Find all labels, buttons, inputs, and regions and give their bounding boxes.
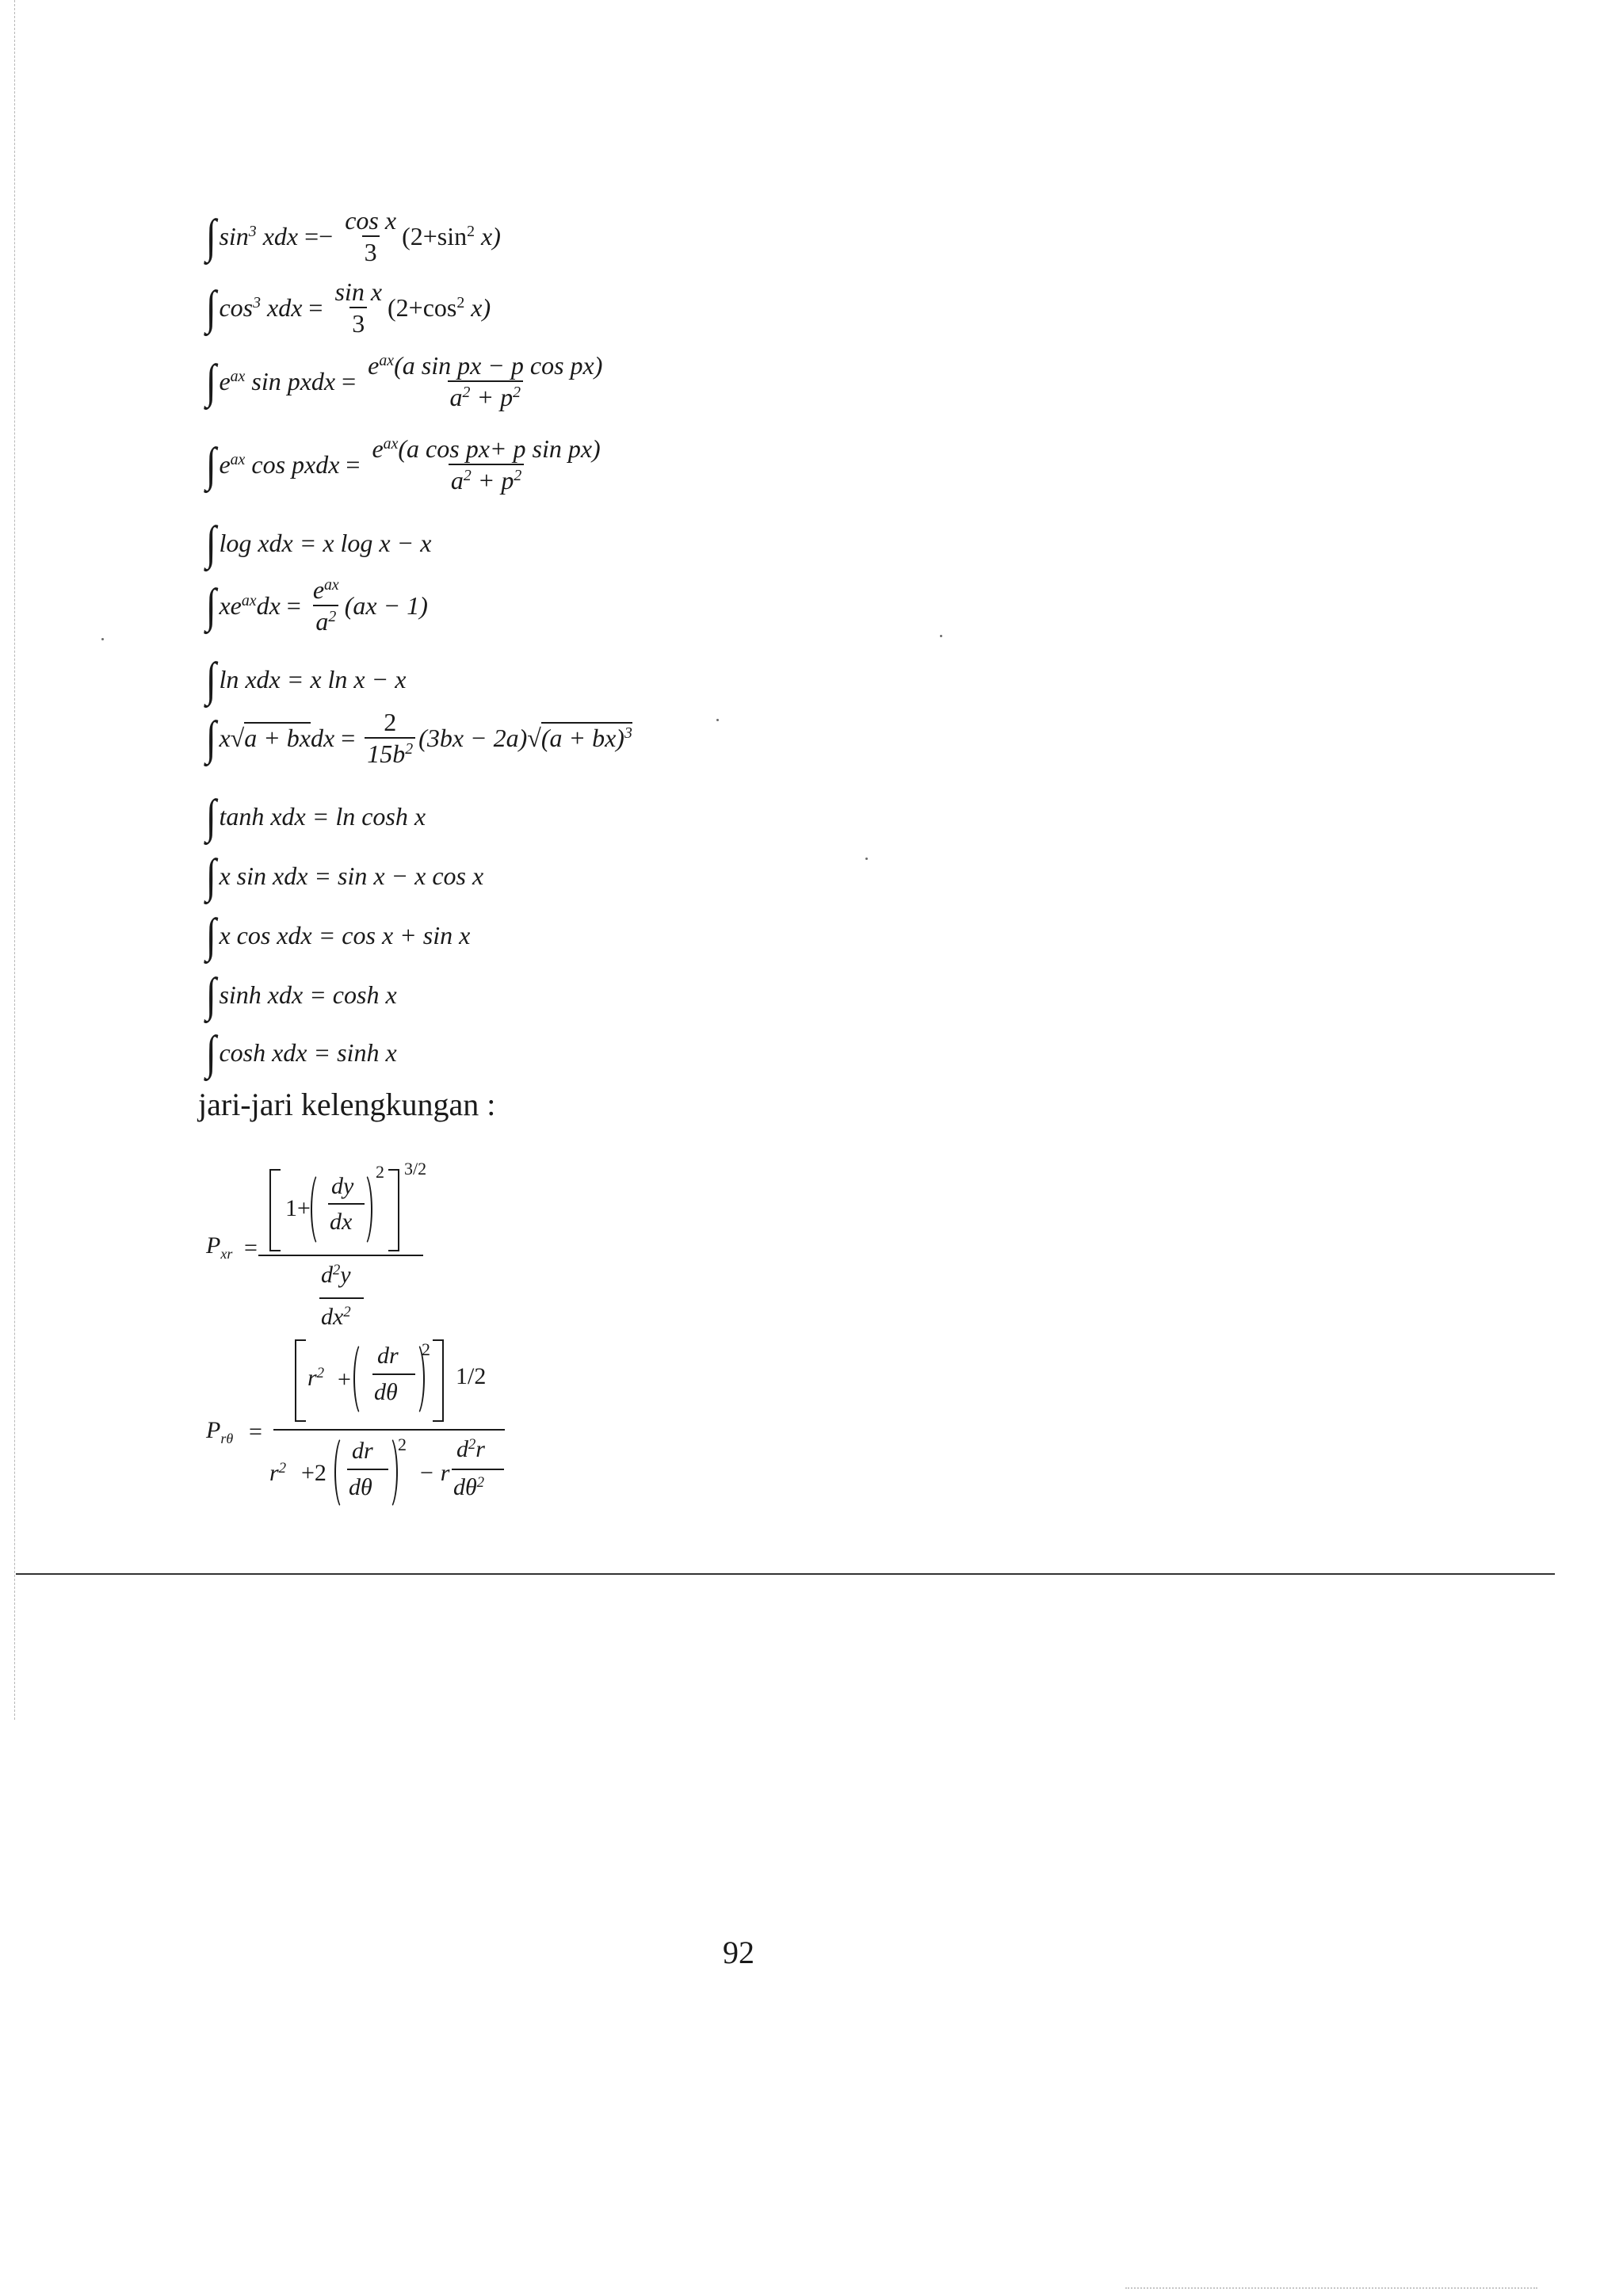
formula-exponent: ax bbox=[383, 435, 399, 453]
integral-formula bbox=[204, 353, 608, 410]
numerator bbox=[369, 436, 602, 464]
formula-text: (3bx − 2a)√ bbox=[418, 724, 541, 752]
formula-subscript: rθ bbox=[220, 1431, 234, 1446]
numerator: dr bbox=[377, 1343, 399, 1369]
left-bracket bbox=[295, 1339, 306, 1422]
formula-text: (a + bx) bbox=[540, 724, 624, 752]
fraction bbox=[332, 279, 384, 336]
integral-sign: ∫ bbox=[205, 517, 216, 569]
formula-text: d bbox=[456, 1436, 468, 1462]
formula-text: (ax − 1) bbox=[344, 591, 428, 620]
formula-exponent: 2 bbox=[467, 223, 475, 241]
numerator bbox=[311, 577, 342, 605]
numerator: dr bbox=[352, 1438, 373, 1464]
equals-sign: = bbox=[346, 450, 361, 479]
formula-text: a bbox=[450, 466, 464, 495]
formula-exponent: 2 bbox=[328, 608, 337, 626]
formula-text: ln xdx bbox=[219, 665, 281, 693]
formula-text: a bbox=[315, 607, 329, 636]
formula-text: 15b bbox=[367, 739, 406, 768]
denominator bbox=[365, 737, 415, 766]
formula-exponent: 2 bbox=[422, 1339, 430, 1359]
equals-sign: = bbox=[244, 1235, 258, 1261]
formula-text: e bbox=[368, 351, 380, 380]
fraction-bar bbox=[319, 1297, 364, 1299]
integral-sign: ∫ bbox=[205, 968, 216, 1021]
integral-formula bbox=[204, 655, 406, 703]
formula-text: + p bbox=[471, 466, 514, 495]
integral-formula bbox=[204, 911, 470, 959]
formula-text: dθ bbox=[453, 1474, 477, 1500]
formula-text: +2 bbox=[301, 1460, 327, 1486]
formula-exponent: 2 bbox=[405, 740, 414, 758]
equals-sign: = bbox=[342, 367, 357, 395]
section-title: jari-jari kelengkungan : bbox=[198, 1087, 496, 1122]
scan-speck bbox=[865, 858, 868, 860]
formula-text: sin pxdx bbox=[245, 367, 336, 395]
numerator: cos x bbox=[345, 206, 397, 235]
formula-exponent: 2 bbox=[316, 1364, 324, 1381]
formula-text: cos bbox=[219, 293, 254, 322]
formula-exponent: 2 bbox=[278, 1459, 286, 1477]
integral-formula bbox=[204, 436, 606, 493]
page-number: 92 bbox=[723, 1935, 754, 1970]
denominator: 3 bbox=[362, 235, 380, 265]
integral-sign: ∫ bbox=[205, 909, 216, 961]
denominator bbox=[313, 605, 338, 634]
denominator: dθ bbox=[349, 1474, 372, 1500]
plus-sign: + bbox=[338, 1366, 351, 1392]
scan-noise bbox=[1125, 2287, 1537, 2289]
formula-subscript: xr bbox=[220, 1246, 233, 1262]
integral-formula bbox=[204, 519, 431, 567]
formula-text: P bbox=[206, 1232, 221, 1259]
formula-text: xdx bbox=[256, 222, 299, 250]
formula-text: = sinh x bbox=[313, 1038, 397, 1067]
right-bracket bbox=[433, 1339, 444, 1422]
denominator: dθ bbox=[374, 1379, 398, 1405]
formula-text: d bbox=[321, 1262, 333, 1288]
formula-label bbox=[206, 1417, 233, 1447]
formula-text: dx bbox=[321, 1304, 344, 1330]
formula-exponent: 3 bbox=[624, 724, 632, 743]
formula-exponent: 2 bbox=[376, 1162, 384, 1182]
formula-exponent: ax bbox=[241, 592, 257, 610]
formula-text: (2+sin bbox=[402, 222, 468, 250]
radicand: a + bx bbox=[244, 724, 311, 752]
integral-formula bbox=[204, 790, 426, 842]
fraction-bar bbox=[452, 1469, 504, 1470]
fraction-bar bbox=[258, 1255, 423, 1256]
integral-formula bbox=[204, 279, 491, 336]
right-bracket bbox=[388, 1169, 399, 1251]
integral-formula bbox=[204, 852, 483, 900]
formula-text: = x log x − x bbox=[299, 529, 432, 557]
numerator: sin x bbox=[334, 277, 383, 306]
integral-formula bbox=[204, 1026, 397, 1079]
fraction bbox=[365, 709, 415, 766]
formula-text: (a cos px+ p sin px) bbox=[398, 434, 601, 463]
left-paren bbox=[353, 1341, 372, 1417]
right-paren bbox=[379, 1435, 398, 1511]
formula-text: (2+cos bbox=[388, 293, 457, 322]
formula-exponent: 2 bbox=[463, 467, 472, 485]
scan-speck bbox=[716, 719, 719, 721]
formula-text: tanh xdx bbox=[219, 802, 306, 831]
formula-exponent: ax bbox=[230, 451, 246, 469]
denominator: dx bbox=[330, 1209, 353, 1235]
radicand bbox=[541, 722, 632, 752]
page-divider bbox=[16, 1573, 1555, 1575]
equals-sign: = bbox=[249, 1419, 262, 1445]
formula-text: x cos xdx bbox=[219, 921, 312, 949]
formula-exponent: 2 bbox=[456, 294, 465, 312]
equals-sign: = bbox=[286, 591, 301, 620]
formula-text: y bbox=[340, 1262, 351, 1288]
formula-text: P bbox=[206, 1417, 221, 1443]
formula-text: cos pxdx bbox=[245, 450, 340, 479]
scan-speck bbox=[940, 635, 942, 637]
formula-exponent: 3 bbox=[253, 294, 262, 312]
formula-text: e bbox=[219, 450, 231, 479]
scan-margin-line bbox=[14, 0, 15, 1720]
denominator bbox=[448, 380, 523, 410]
formula-exponent: 2 bbox=[514, 467, 522, 485]
left-paren bbox=[311, 1171, 330, 1247]
formula-exponent: 2 bbox=[513, 384, 521, 402]
formula-text: a bbox=[449, 383, 463, 411]
numerator: 2 bbox=[384, 708, 397, 736]
integral-sign: ∫ bbox=[205, 850, 216, 902]
formula-text: log xdx bbox=[219, 529, 293, 557]
formula-exponent: 2 bbox=[343, 1303, 351, 1320]
formula-text: xdx bbox=[261, 293, 303, 322]
fraction bbox=[342, 208, 399, 265]
formula-exponent: 2 bbox=[476, 1473, 485, 1491]
integral-formula bbox=[204, 968, 397, 1021]
formula-text: = sin x − x cos x bbox=[314, 861, 484, 890]
formula-text: r bbox=[475, 1436, 485, 1462]
numerator: dy bbox=[331, 1173, 354, 1199]
formula-text: x sin xdx bbox=[219, 861, 308, 890]
formula-exponent: 3/2 bbox=[404, 1159, 427, 1179]
left-bracket bbox=[269, 1169, 281, 1251]
formula-text: − r bbox=[418, 1460, 450, 1486]
equals-sign: = bbox=[304, 222, 319, 250]
formula-text: = ln cosh x bbox=[311, 802, 426, 831]
integral-sign: ∫ bbox=[205, 712, 216, 764]
scan-speck bbox=[101, 638, 104, 640]
denominator: 3 bbox=[349, 307, 367, 336]
formula-text: dx bbox=[256, 591, 281, 620]
formula-text: r bbox=[269, 1460, 279, 1486]
formula-exponent: 2 bbox=[468, 1435, 476, 1453]
formula-text: 1+ bbox=[285, 1195, 311, 1221]
formula-text: + p bbox=[470, 383, 514, 411]
fraction bbox=[365, 353, 605, 410]
formula-text: e bbox=[372, 434, 384, 463]
integral-sign: ∫ bbox=[205, 438, 216, 491]
formula-exponent: ax bbox=[379, 352, 395, 370]
formula-exponent: 3 bbox=[248, 223, 257, 241]
formula-exponent: 2 bbox=[398, 1435, 407, 1454]
formula-text: (a sin px − p cos px) bbox=[394, 351, 603, 380]
formula-text: x) bbox=[464, 293, 491, 322]
integral-sign: ∫ bbox=[205, 579, 216, 632]
integral-formula bbox=[204, 208, 501, 265]
integral-sign: ∫ bbox=[205, 210, 216, 262]
formula-text: xe bbox=[219, 591, 242, 620]
formula-label bbox=[206, 1232, 232, 1263]
formula-text: x) bbox=[475, 222, 501, 250]
formula-exponent: ax bbox=[230, 368, 246, 386]
integral-sign: ∫ bbox=[205, 1026, 216, 1079]
equals-sign: = bbox=[341, 724, 356, 752]
formula-text: = cos x + sin x bbox=[318, 921, 471, 949]
denominator bbox=[449, 464, 524, 493]
integral-formula bbox=[204, 709, 632, 766]
formula-exponent: ax bbox=[324, 576, 339, 594]
formula-text: e bbox=[219, 367, 231, 395]
integral-formula bbox=[204, 577, 428, 634]
formula-text: x√ bbox=[219, 724, 245, 752]
formula-text: sin bbox=[219, 222, 249, 250]
right-paren bbox=[353, 1171, 372, 1247]
formula-exponent: 2 bbox=[462, 384, 471, 402]
fraction bbox=[311, 577, 342, 634]
minus-sign: − bbox=[319, 222, 334, 250]
formula-text: r bbox=[307, 1365, 317, 1391]
formula-exponent: 1/2 bbox=[456, 1363, 487, 1389]
fraction bbox=[369, 436, 602, 493]
formula-text: = cosh x bbox=[309, 980, 397, 1009]
integral-sign: ∫ bbox=[205, 281, 216, 334]
equals-sign: = bbox=[308, 293, 323, 322]
formula-text: cosh xdx bbox=[219, 1038, 307, 1067]
formula-text: sinh xdx bbox=[219, 980, 304, 1009]
formula-exponent: 2 bbox=[333, 1261, 341, 1278]
formula-text: dx bbox=[311, 724, 335, 752]
integral-sign: ∫ bbox=[205, 653, 216, 705]
formula-text: e bbox=[312, 575, 325, 604]
fraction-bar bbox=[273, 1429, 505, 1431]
integral-sign: ∫ bbox=[205, 355, 216, 407]
integral-sign: ∫ bbox=[205, 790, 216, 842]
formula-text: = x ln x − x bbox=[286, 665, 407, 693]
numerator bbox=[365, 353, 605, 380]
